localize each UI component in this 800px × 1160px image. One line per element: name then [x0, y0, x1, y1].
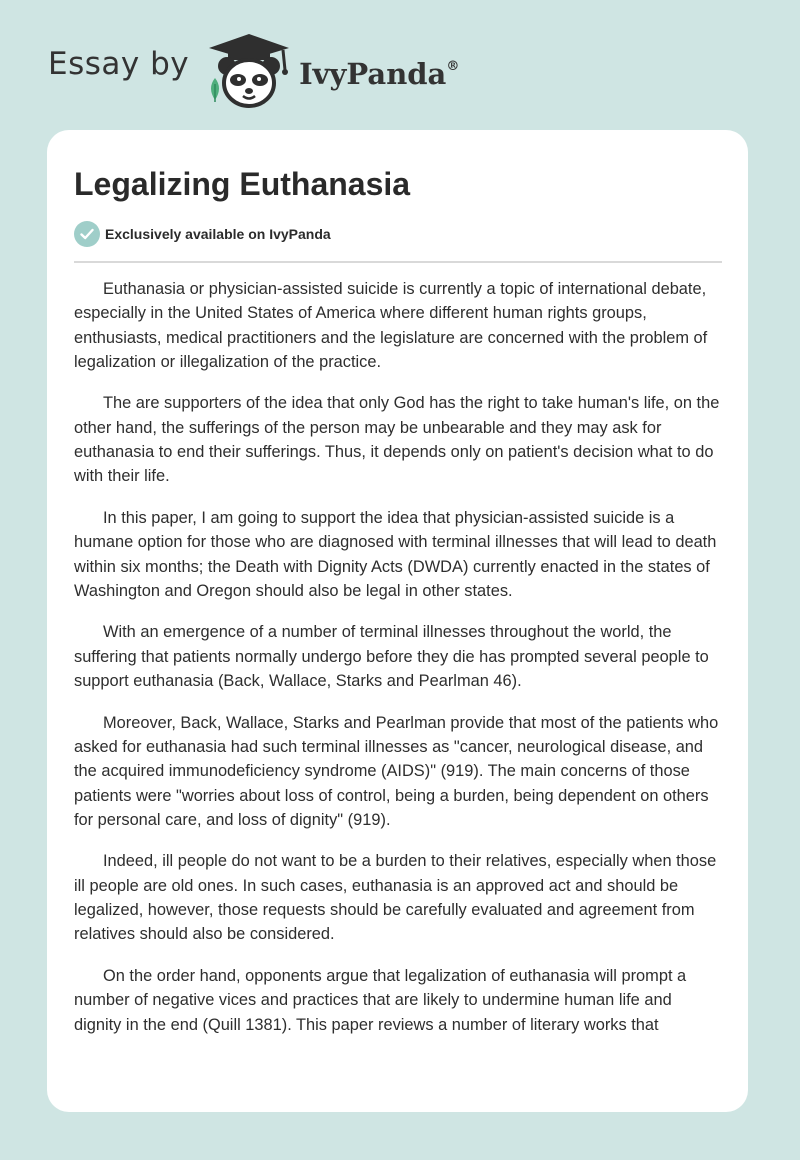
- essay-by-label: Essay by: [48, 46, 190, 82]
- brand-name: IvyPanda®: [299, 57, 460, 91]
- paragraph: Indeed, ill people do not want to be a burden to their relatives, especially when those ill people are old ones. In such cases, euthanasia is an approved act and should be legalized, however, those requests should be carefully evaluated and agreement from relatives should also be considered.: [74, 852, 717, 944]
- paragraph: Moreover, Back, Wallace, Starks and Pearlman provide that most of the patients who asked for euthanasia had such terminal illnesses as "cancer, neurological disease, and the acquired immunodeficiency syndrome (AIDS)" (919). The main concerns of those patients were "worries about loss of control, being a burden, being dependent on others for personal care, and loss of dignity" (919).: [74, 713, 719, 829]
- essay-title: Legalizing Euthanasia: [74, 166, 411, 202]
- paragraph: In this paper, I am going to support the idea that physician-assisted suicide is a humane option for those who are diagnosed with terminal illnesses that will lead to death within six months; the Death with Dignity Acts (DWDA) currently enacted in the states of Washington and Oregon should also be legal in other states.: [74, 508, 717, 600]
- panda-graduate-icon: [201, 28, 297, 112]
- exclusive-badge: [74, 221, 722, 247]
- site-header-logo[interactable]: [48, 30, 459, 110]
- paragraph: Euthanasia or physician-assisted suicide is currently a topic of international debate, especially in the United States of America where different human rights groups, enthusiasts, medical practitioners and the legislature are concerned with the problem of legalization or illegalization of the practice.: [74, 280, 708, 371]
- paragraph: The are supporters of the idea that only God has the right to take human's life, on the other hand, the sufferings of the person may be unbearable and they may ask for euthanasia to end their sufferings. Thus, it depends only on patient's decision what to do with their life.: [74, 394, 720, 486]
- exclusive-label: Exclusively available on IvyPanda: [105, 226, 331, 242]
- paragraph: On the order hand, opponents argue that legalization of euthanasia will prompt a number of negative vices and practices that are likely to undermine human life and dignity in the end (Quill 1381). This paper reviews a number of literary works that: [74, 966, 687, 1034]
- paragraph: With an emergence of a number of terminal illnesses throughout the world, the suffering that patients normally undergo before they die has prompted several people to support euthanasia (Back, Wallace, Starks and Pearlman 46).: [74, 623, 709, 691]
- divider: [74, 261, 722, 263]
- essay-body: [74, 277, 722, 1037]
- essay-card: [47, 130, 748, 1112]
- check-icon: [74, 221, 100, 247]
